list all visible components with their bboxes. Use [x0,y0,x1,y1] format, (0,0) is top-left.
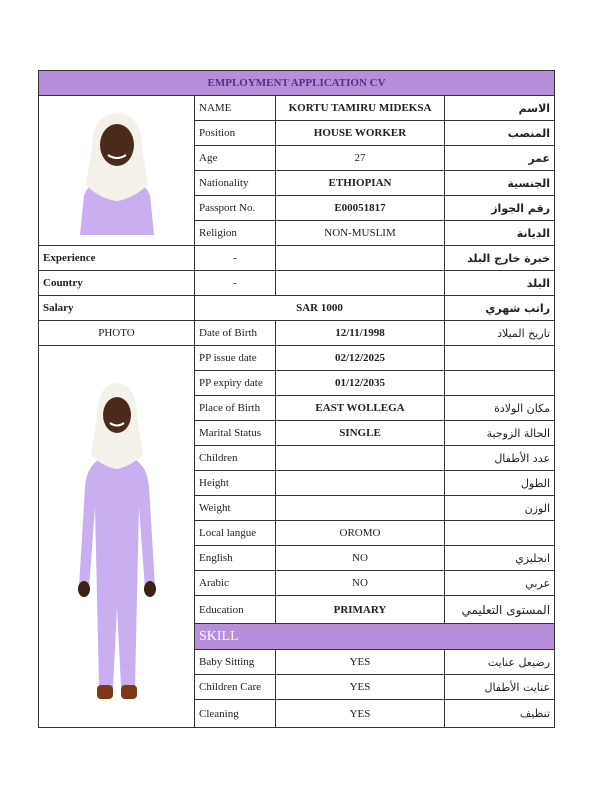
country-blank [276,271,445,296]
height-ar: الطول [445,471,555,496]
children-label: Children [195,446,276,471]
position-value: HOUSE WORKER [276,121,445,146]
local-language-value: OROMO [276,521,445,546]
english-ar: انجليزي [445,546,555,571]
arabic-value: NO [276,571,445,596]
children-value [276,446,445,471]
height-value [276,471,445,496]
dob-value: 12/11/1998 [276,321,445,346]
salary-label: Salary [39,296,195,321]
country-value: - [195,271,276,296]
weight-label: Weight [195,496,276,521]
full-body-photo [39,346,195,728]
passport-value: E00051817 [276,196,445,221]
education-label: Education [195,596,276,624]
marital-value: SINGLE [276,421,445,446]
country-ar: البلد [445,271,555,296]
local-language-label: Local langue [195,521,276,546]
skill-header: SKILL [195,624,555,650]
pob-value: EAST WOLLEGA [276,396,445,421]
pp-issue-value: 02/12/2025 [276,346,445,371]
religion-label: Religion [195,221,276,246]
salary-value: SAR 1000 [195,296,445,321]
pob-ar: مكان الولادة [445,396,555,421]
arabic-ar: عربي [445,571,555,596]
arabic-label: Arabic [195,571,276,596]
portrait-image-icon [62,107,172,235]
skill-ar-baby-sitting: رضيعل عنايت [445,650,555,675]
local-language-ar [445,521,555,546]
full-body-image-icon [57,357,177,717]
nationality-ar: الجنسية [445,171,555,196]
marital-label: Marital Status [195,421,276,446]
weight-value [276,496,445,521]
dob-label: Date of Birth [195,321,276,346]
position-label: Position [195,121,276,146]
weight-ar: الوزن [445,496,555,521]
portrait-photo [39,96,195,246]
name-label: NAME [195,96,276,121]
experience-value: - [195,246,276,271]
experience-blank [276,246,445,271]
religion-value: NON-MUSLIM [276,221,445,246]
experience-label: Experience [39,246,195,271]
nationality-value: ETHIOPIAN [276,171,445,196]
nationality-label: Nationality [195,171,276,196]
experience-ar: خبرة خارج البلد [445,246,555,271]
dob-ar: تاريخ الميلاد [445,321,555,346]
pob-label: Place of Birth [195,396,276,421]
pp-expiry-ar [445,371,555,396]
name-ar: الاسم [445,96,555,121]
skill-ar-cleaning: تنظيف [445,700,555,728]
country-label: Country [39,271,195,296]
skill-value-cleaning: YES [276,700,445,728]
children-ar: عدد الأطفال [445,446,555,471]
skill-label-children-care: Children Care [195,675,276,700]
skill-ar-children-care: عنايت الأطفال [445,675,555,700]
marital-ar: الحالة الزوجية [445,421,555,446]
skill-value-children-care: YES [276,675,445,700]
cv-table [38,70,555,728]
pp-issue-ar [445,346,555,371]
skill-label-cleaning: Cleaning [195,700,276,728]
age-label: Age [195,146,276,171]
pp-issue-label: PP issue date [195,346,276,371]
skill-value-baby-sitting: YES [276,650,445,675]
english-value: NO [276,546,445,571]
photo-label: PHOTO [39,321,195,346]
pp-expiry-value: 01/12/2035 [276,371,445,396]
english-label: English [195,546,276,571]
education-value: PRIMARY [276,596,445,624]
position-ar: المنصب [445,121,555,146]
height-label: Height [195,471,276,496]
age-value: 27 [276,146,445,171]
passport-label: Passport No. [195,196,276,221]
education-ar: المستوى التعليمي [445,596,555,624]
passport-ar: رقم الجواز [445,196,555,221]
name-value: KORTU TAMIRU MIDEKSA [276,96,445,121]
skill-label-baby-sitting: Baby Sitting [195,650,276,675]
religion-ar: الديانة [445,221,555,246]
salary-ar: راتب شهري [445,296,555,321]
cv-title: EMPLOYMENT APPLICATION CV [39,71,555,96]
age-ar: عمر [445,146,555,171]
pp-expiry-label: PP expiry date [195,371,276,396]
